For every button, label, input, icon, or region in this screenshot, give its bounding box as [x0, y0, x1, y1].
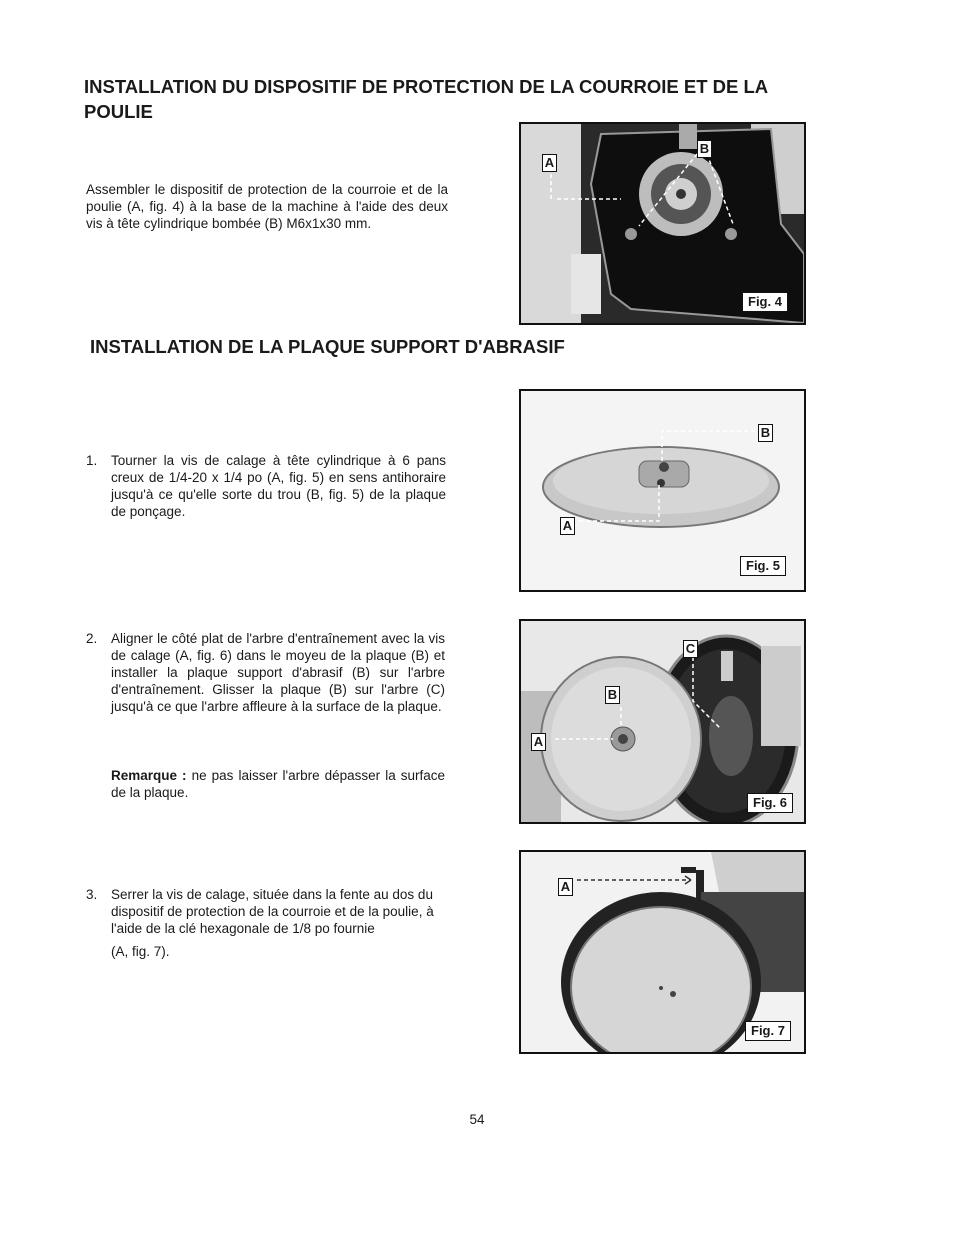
step-2: [86, 630, 446, 740]
figure-7: [519, 850, 806, 1054]
callout-b: B: [758, 424, 773, 442]
figure-label: Fig. 4: [742, 292, 788, 312]
callout-b: B: [605, 686, 620, 704]
plate-mounting-photo: [521, 621, 804, 822]
page-number: 54: [469, 1112, 485, 1127]
step-text: Tourner la vis de calage à tête cylindrique à 6 pans creux de 1/4-20 x 1/4 po (A, fig. 5) en sens antihoraire jusqu'à ce qu'elle sorte du trou (B, fig. 5) de la plaque de ponçage.: [111, 453, 446, 519]
figure-label: Fig. 7: [745, 1021, 791, 1041]
step-text: Serrer la vis de calage, située dans la fente au dos du dispositif de protection de la courroie et de la poulie, à l'aide de la clé hexagonale de 1/8 po fournie: [111, 887, 434, 936]
note-label: Remarque :: [111, 768, 187, 783]
callout-a: A: [558, 878, 573, 896]
figure-label: Fig. 5: [740, 556, 786, 576]
step-number: 2.: [86, 631, 98, 646]
section-title-sanding-plate: INSTALLATION DE LA PLAQUE SUPPORT D'ABRASIF: [90, 336, 565, 357]
step-1: [86, 452, 446, 522]
figure-4: [519, 122, 806, 325]
belt-guard-instructions: Assembler le dispositif de protection de la courroie et de la poulie (A, fig. 4) à la base de la machine à l'aide des deux vis à tête cylindrique bombée (B) M6x1x30 mm.: [86, 182, 448, 231]
callout-a: A: [531, 733, 546, 751]
step-3: [86, 886, 446, 941]
callout-a: A: [560, 517, 575, 535]
note: [111, 767, 445, 801]
section-title-belt-guard: INSTALLATION DU DISPOSITIF DE PROTECTION DE LA COURROIE ET DE LA POULIE: [84, 76, 768, 122]
callout-b: B: [697, 140, 712, 158]
step-3-tail: (A, fig. 7).: [111, 944, 170, 959]
figure-5: [519, 389, 806, 592]
callout-c: C: [683, 640, 698, 658]
step-text: Aligner le côté plat de l'arbre d'entraînement avec la vis de calage (A, fig. 6) dans le moyeu de la plaque (B) et installer la plaque support d'abrasif (B) sur l'arbre d'entraînement. Glisser la plaque (B) sur l'arbre (C) jusqu'à ce que l'arbre affleure à la surface de la plaque.: [111, 631, 445, 714]
note-text: ne pas laisser l'arbre dépasser la surface de la plaque.: [111, 768, 445, 800]
step-number: 1.: [86, 453, 98, 468]
figure-6: [519, 619, 806, 824]
callout-a: A: [542, 154, 557, 172]
step-number: 3.: [86, 887, 98, 902]
figure-label: Fig. 6: [747, 793, 793, 813]
